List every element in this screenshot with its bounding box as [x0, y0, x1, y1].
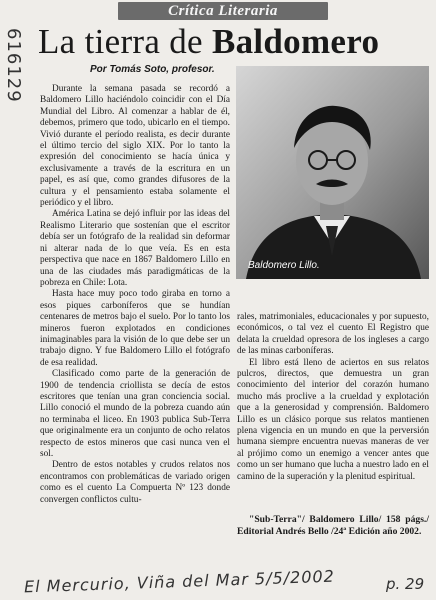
headline-part-1: La tierra de — [38, 22, 212, 61]
paragraph: América Latina se dejó influir por las ideas del Realismo Literario que sostenían que el escritor debía ser un fotógrafo de la realidad sin deformar ni alterar nada de lo que veía. Es en esta perspectiva que nace en 1867 Baldomero Lillo en una de las ciudades más paradigmáticas de la pobreza en Chile: Lota. — [40, 209, 230, 288]
article-headline — [38, 22, 428, 62]
credits-text: "Sub-Terra"/ Baldomero Lillo/ 158 págs./ Editorial Andrés Bello /24ª Edición año 2002. — [237, 514, 429, 537]
section-banner — [118, 2, 328, 20]
section-title: Crítica Literaria — [168, 3, 278, 19]
article-column-1 — [40, 84, 230, 506]
article-column-2 — [237, 312, 429, 483]
handwritten-catalog-number — [4, 28, 28, 138]
handwritten-page-note: p. 29 — [386, 575, 425, 593]
author-photo — [236, 66, 429, 279]
paragraph: Clasificado como parte de la generación de 1900 de tendencia criollista se decía de estos escritores que tenían una gran conciencia social. Lillo conoció el mundo de la pobreza cuando aún no terminaba el liceo. En 1903 publica Sub-Terra que originalmente era un conjunto de ocho relatos respecto de estos mineros que casi nunca ven el sol. — [40, 369, 230, 459]
paragraph: Dentro de estos notables y crudos relatos nos encontramos con problemáticas de variado origen como es el cuento La Compuerta Nº 123 donde convergen conflictos cultu- — [40, 460, 230, 505]
photo-caption: Baldomero Lillo. — [248, 260, 320, 271]
paragraph: Hasta hace muy poco todo giraba en torno a esos piques carboníferos que se hundían centenares de metros bajo el suelo. Por lo tanto los mineros fueron explotados en condiciones inimaginables para la visión de lo que debe ser un trabajo digno. Y fue Baldomero Lillo el fotógrafo de esa realidad. — [40, 289, 230, 368]
headline-part-2: Baldomero — [211, 22, 380, 61]
handwritten-source-note: El Mercurio, Viña del Mar 5/5/2002 — [23, 566, 336, 597]
catalog-number-text: 616129 — [3, 28, 24, 103]
byline: Por Tomás Soto, profesor. — [90, 64, 215, 75]
paragraph: El libro está lleno de aciertos en sus relatos pulcros, directos, que demuestra un gran conocimiento del interior del corazón humano mucho más proclive a la crueldad y explotación que a la generosidad y comprensión. Baldomero Lillo es un clásico porque sus relatos mantienen plena vigencia en un mundo en que la perversión humana siempre encuentra nuevas maneras de ver al prójimo como un enemigo a vencer antes que como un ser humano que lucha a nuestro lado en el camino de la superación y la plenitud espiritual. — [237, 357, 429, 482]
paragraph: rales, matrimoniales, educacionales y por supuesto, económicos, o tal vez el cuento El Registro que delata la crueldad opresora de los ingleses a cargo de las minas carboníferas. — [237, 312, 429, 357]
paragraph: Durante la semana pasada se recordó a Baldomero Lillo haciéndolo coincidir con el Día Mundial del Libro. Al comenzar a hablar de él, debemos, primero que todo, ubicarlo en el tiempo. Vivió durante el período realista, es decir durante el último tercio del siglo XIX. Por lo tanto la expresión del conocimiento se hacía única y exclusivamente a través de la escritura en un papel, es así que, como grandes difusores de la cultura y el pensamiento estaba solamente el periódico y el libro. — [40, 84, 230, 209]
portrait-illustration — [236, 66, 429, 279]
book-credits — [237, 514, 429, 538]
